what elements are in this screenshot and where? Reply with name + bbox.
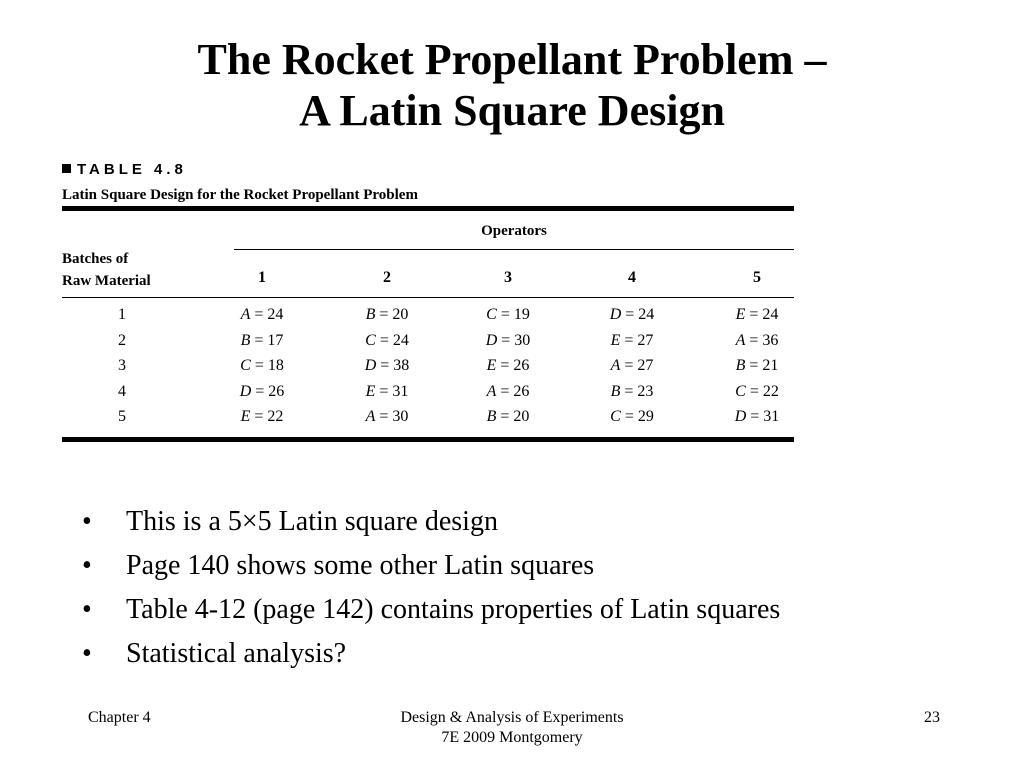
treatment-letter: B xyxy=(240,331,251,349)
equals-sign: = xyxy=(251,382,269,400)
footer-book xyxy=(312,708,712,748)
table-cell xyxy=(717,408,797,426)
equals-sign: = xyxy=(745,382,763,400)
row-header-line-1: Batches of xyxy=(62,251,129,267)
response-value: 22 xyxy=(762,382,779,400)
table-cell xyxy=(468,408,548,426)
table-row xyxy=(62,306,794,331)
treatment-letter: B xyxy=(365,306,376,323)
table-cell xyxy=(592,383,672,401)
treatment-letter: E xyxy=(240,408,251,425)
response-value: 38 xyxy=(393,357,410,374)
row-header-line-2: Raw Material xyxy=(62,273,151,289)
table-cell xyxy=(717,332,797,350)
bullet-item: • This is a 5×5 Latin square design xyxy=(82,500,780,544)
treatment-letter: B xyxy=(735,357,746,374)
equals-sign: = xyxy=(745,306,763,323)
equals-sign: = xyxy=(375,331,393,349)
response-value: 24 xyxy=(392,331,409,349)
footer-book-line-2: 7E 2009 Montgomery xyxy=(441,729,583,746)
equals-sign: = xyxy=(620,357,638,374)
table-number xyxy=(62,160,794,180)
treatment-letter: D xyxy=(609,306,622,323)
response-value: 17 xyxy=(267,331,284,349)
response-value: 30 xyxy=(514,331,531,349)
response-value: 30 xyxy=(392,408,409,425)
response-value: 24 xyxy=(267,306,284,323)
batch-number: 1 xyxy=(118,306,126,323)
table-cell xyxy=(468,357,548,375)
equals-sign: = xyxy=(250,357,268,374)
response-value: 26 xyxy=(268,382,285,400)
equals-sign: = xyxy=(620,331,638,349)
operator-column-header: 2 xyxy=(383,269,391,286)
equals-sign: = xyxy=(745,331,763,349)
table-cell xyxy=(592,357,672,375)
equals-sign: = xyxy=(375,408,393,425)
table-cell xyxy=(347,357,427,375)
treatment-letter: E xyxy=(735,306,746,323)
treatment-letter: D xyxy=(734,408,747,425)
table-cell xyxy=(347,383,427,401)
equals-sign: = xyxy=(250,331,268,349)
treatment-letter: C xyxy=(610,408,621,425)
bullet-list xyxy=(82,500,780,676)
response-value: 27 xyxy=(637,357,654,374)
operators-header: Operators xyxy=(481,223,547,239)
batch-number: 5 xyxy=(118,408,126,425)
response-value: 20 xyxy=(513,408,530,425)
treatment-letter: A xyxy=(735,331,746,349)
table-number-label: TABLE 4.8 xyxy=(77,161,187,178)
table-cell xyxy=(592,306,672,324)
table-cell xyxy=(222,408,302,426)
equals-sign: = xyxy=(497,331,515,349)
response-value: 21 xyxy=(762,357,779,374)
batch-number: 2 xyxy=(118,331,126,349)
response-value: 27 xyxy=(637,331,654,349)
response-value: 31 xyxy=(763,408,780,425)
treatment-letter: B xyxy=(486,408,497,425)
batch-number: 3 xyxy=(118,357,126,374)
table-header xyxy=(62,211,794,297)
response-value: 22 xyxy=(267,408,284,425)
equals-sign: = xyxy=(250,306,268,323)
treatment-letter: D xyxy=(239,382,252,400)
table-row xyxy=(62,357,794,382)
response-value: 24 xyxy=(762,306,779,323)
response-value: 26 xyxy=(513,357,530,374)
equals-sign: = xyxy=(496,357,514,374)
operator-column-header: 5 xyxy=(753,269,761,286)
equals-sign: = xyxy=(621,306,639,323)
equals-sign: = xyxy=(375,306,393,323)
treatment-letter: C xyxy=(365,331,376,349)
equals-sign: = xyxy=(746,408,764,425)
table-cell xyxy=(347,306,427,324)
operators-rule xyxy=(234,249,794,250)
table-cell xyxy=(222,306,302,324)
slide-title xyxy=(0,34,1024,136)
footer-chapter: Chapter 4 xyxy=(88,709,151,726)
equals-sign: = xyxy=(620,382,638,400)
treatment-letter: A xyxy=(365,408,376,425)
title-line-2: A Latin Square Design xyxy=(299,86,725,135)
response-value: 26 xyxy=(513,382,530,400)
table-cell xyxy=(222,332,302,350)
equals-sign: = xyxy=(620,408,638,425)
bullet-item: • Page 140 shows some other Latin squares xyxy=(82,544,780,588)
table-cell xyxy=(717,383,797,401)
treatment-letter: A xyxy=(486,382,497,400)
row-header xyxy=(62,248,151,292)
table-caption: Latin Square Design for the Rocket Propellant Problem xyxy=(62,187,418,203)
table-cell xyxy=(717,306,797,324)
table-cell xyxy=(592,332,672,350)
equals-sign: = xyxy=(376,357,394,374)
treatment-letter: A xyxy=(610,357,621,374)
equals-sign: = xyxy=(496,306,514,323)
response-value: 18 xyxy=(267,357,284,374)
response-value: 23 xyxy=(637,382,654,400)
operator-column-header: 3 xyxy=(504,269,512,286)
table-body xyxy=(62,298,794,437)
equals-sign: = xyxy=(250,408,268,425)
bullet-item: • Statistical analysis? xyxy=(82,632,780,676)
batch-number: 4 xyxy=(118,382,126,400)
treatment-letter: D xyxy=(485,331,498,349)
response-value: 29 xyxy=(637,408,654,425)
table-cell xyxy=(468,306,548,324)
footer-book-line-1: Design & Analysis of Experiments xyxy=(400,709,624,726)
latin-square-table xyxy=(62,160,794,442)
footer-page-number: 23 xyxy=(924,709,940,726)
equals-sign: = xyxy=(375,382,393,400)
equals-sign: = xyxy=(496,408,514,425)
table-cell xyxy=(468,332,548,350)
table-row xyxy=(62,332,794,357)
treatment-letter: C xyxy=(735,382,746,400)
title-line-1: The Rocket Propellant Problem – xyxy=(197,35,827,84)
response-value: 20 xyxy=(392,306,409,323)
treatment-letter: C xyxy=(240,357,251,374)
table-row xyxy=(62,383,794,408)
treatment-letter: E xyxy=(365,382,376,400)
table-cell xyxy=(468,383,548,401)
table-cell xyxy=(717,357,797,375)
bullet-item: • Table 4-12 (page 142) contains properties of Latin squares xyxy=(82,588,780,632)
response-value: 31 xyxy=(392,382,409,400)
table-bottom-rule xyxy=(62,437,794,442)
treatment-letter: B xyxy=(610,382,621,400)
response-value: 24 xyxy=(638,306,655,323)
treatment-letter: C xyxy=(486,306,497,323)
equals-sign: = xyxy=(496,382,514,400)
operator-column-header: 1 xyxy=(258,269,266,286)
table-cell xyxy=(222,383,302,401)
treatment-letter: E xyxy=(486,357,497,374)
table-cell xyxy=(222,357,302,375)
table-cell xyxy=(592,408,672,426)
response-value: 19 xyxy=(513,306,530,323)
operator-column-header: 4 xyxy=(628,269,636,286)
table-row xyxy=(62,408,794,433)
table-cell xyxy=(347,408,427,426)
treatment-letter: A xyxy=(240,306,251,323)
square-bullet-icon xyxy=(62,164,71,173)
treatment-letter: D xyxy=(364,357,377,374)
table-cell xyxy=(347,332,427,350)
response-value: 36 xyxy=(762,331,779,349)
treatment-letter: E xyxy=(610,331,621,349)
equals-sign: = xyxy=(745,357,763,374)
